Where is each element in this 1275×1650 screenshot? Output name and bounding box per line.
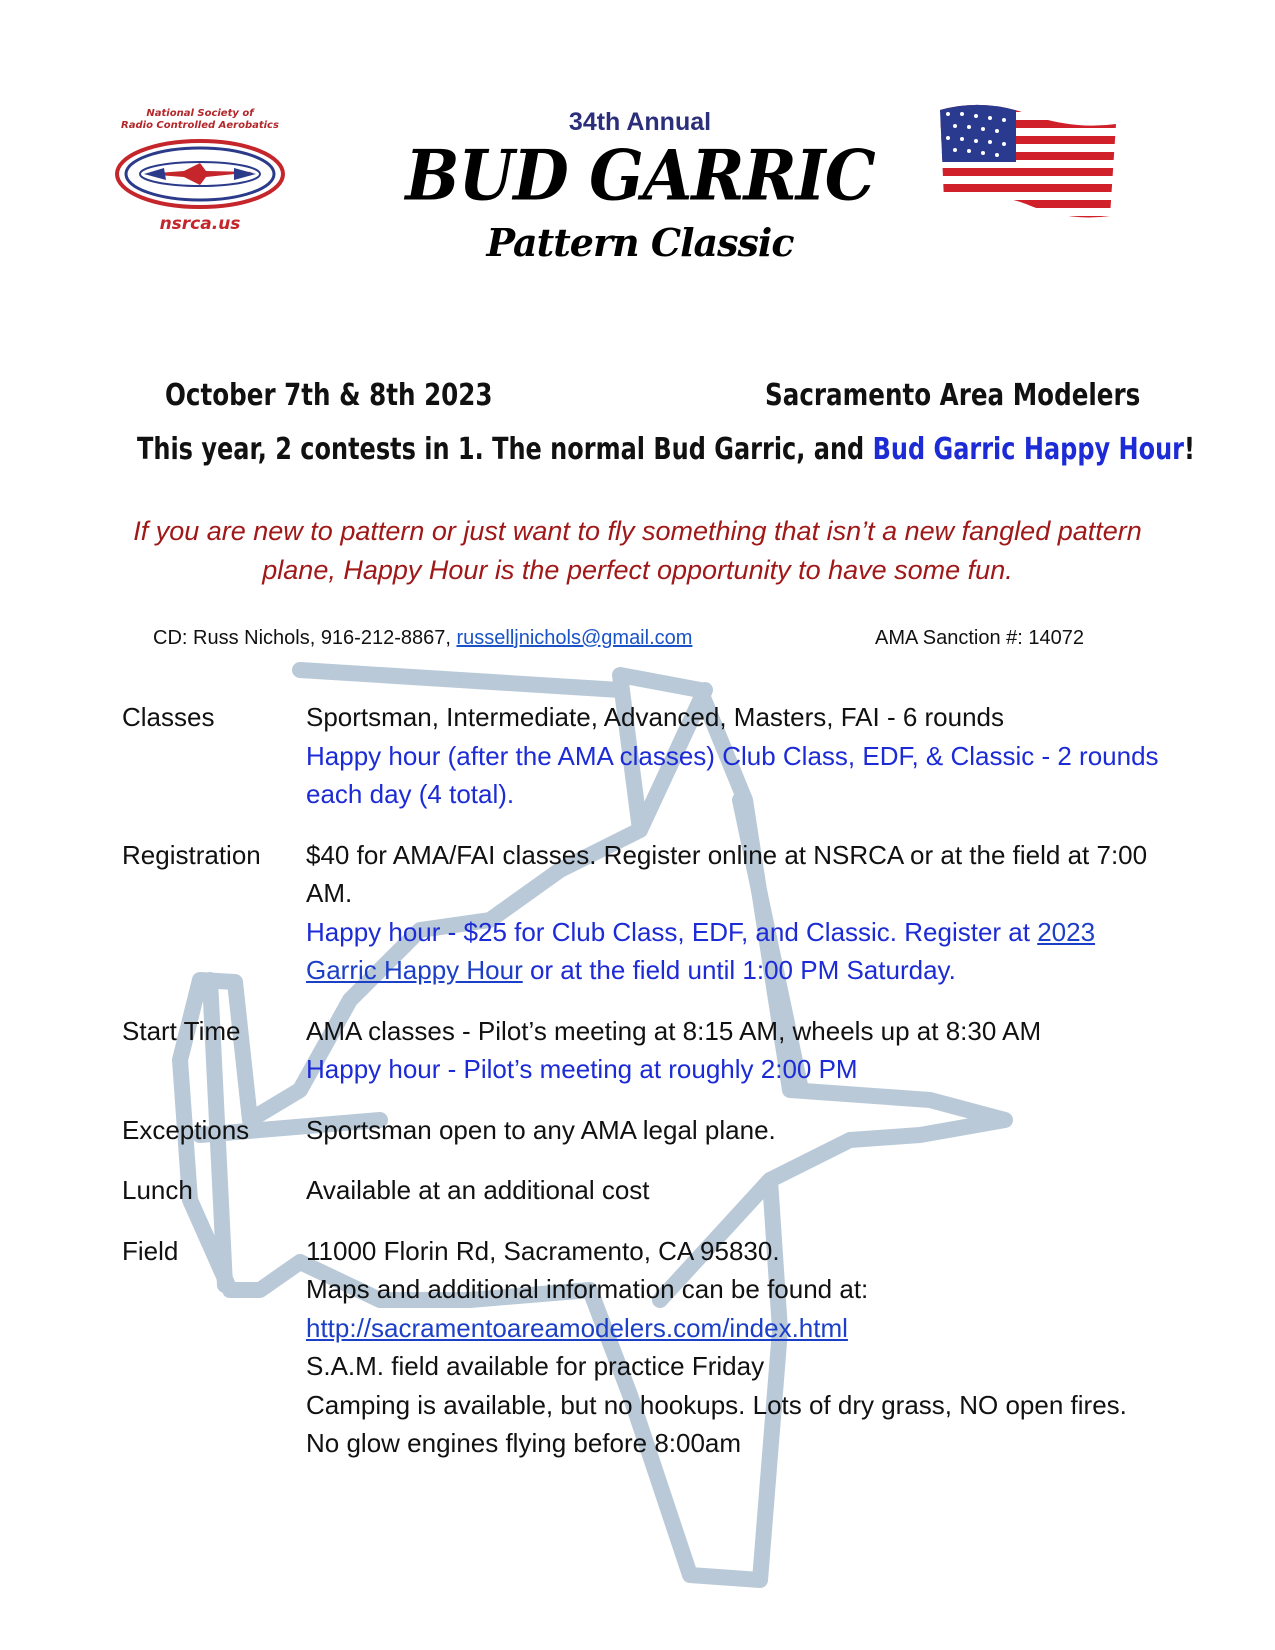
classes-label: Classes [122, 702, 215, 732]
event-title-block [380, 108, 900, 265]
field-practice: S.A.M. field available for practice Friday [306, 1351, 765, 1381]
field-camping: Camping is available, but no hookups. Lots of dry grass, NO open fires. [306, 1389, 1127, 1420]
field-address: 11000 Florin Rd, Sacramento, CA 95830. [306, 1235, 780, 1266]
cd-email-link[interactable]: russelljnichols@gmail.com [456, 627, 693, 649]
nsrca-logo [105, 108, 295, 234]
event-dates: October 7th & 8th 2023 [165, 378, 493, 413]
contests-announcement [137, 432, 1195, 467]
logo-org-name-line1: National Society of [146, 108, 254, 119]
registration-happy-hour [306, 913, 1172, 990]
exceptions-label: Exceptions [122, 1114, 250, 1145]
intro-text: If you are new to pattern or just want to fly something that isn’t a new fangled pattern plane, Happy Hour is the perfect opportunity to have some fun. [133, 516, 1142, 585]
registration-hh-suffix: or at the field until 1:00 PM Saturday. [522, 955, 956, 985]
registration-hh-prefix: Happy hour - $25 for Club Class, EDF, and Classic. Register at [306, 916, 1038, 947]
field-maps-info: Maps and additional information can be found at: [306, 1274, 869, 1304]
american-flag-icon [938, 104, 1118, 222]
field-glow-rule: No glow engines flying before 8:00am [306, 1428, 742, 1458]
start-time-happy-hour: Happy hour - Pilot’s meeting at roughly 2:00 PM [306, 1054, 858, 1084]
contest-director [153, 627, 692, 650]
annual-edition: 34th Annual [568, 108, 712, 136]
field-label: Field [122, 1235, 179, 1266]
contests-prefix: This year, 2 contests in 1. The normal Bud Garric, and [137, 432, 873, 467]
lunch-row [122, 1171, 1172, 1210]
event-host: Sacramento Area Modelers [765, 378, 1141, 413]
field-website-link[interactable]: http://sacramentoareamodelers.com/index.html [306, 1312, 848, 1343]
event-subtitle: Pattern Classic [486, 220, 794, 265]
start-time-ama: AMA classes - Pilot’s meeting at 8:15 AM, wheels up at 8:30 AM [306, 1015, 1042, 1046]
classes-value [306, 698, 1172, 814]
nsrca-emblem-icon [114, 138, 286, 210]
classes-row [122, 698, 1172, 814]
event-title: BUD GARRIC [405, 136, 875, 217]
classes-ama: Sportsman, Intermediate, Advanced, Masters, FAI - 6 rounds [306, 702, 1005, 732]
event-details [122, 698, 1172, 1485]
exceptions-value: Sportsman open to any AMA legal plane. [306, 1114, 776, 1145]
registration-ama: $40 for AMA/FAI classes. Register online at NSRCA or at the field at 7:00 AM. [306, 839, 1148, 908]
ama-sanction: AMA Sanction #: 14072 [875, 627, 1085, 649]
cd-info: CD: Russ Nichols, 916-212-8867, [153, 627, 457, 649]
start-time-value [306, 1012, 1172, 1089]
field-value [306, 1232, 1172, 1463]
lunch-value: Available at an additional cost [306, 1175, 650, 1205]
registration-value [306, 836, 1172, 990]
lunch-label: Lunch [122, 1175, 193, 1205]
registration-label: Registration [122, 839, 261, 870]
exceptions-row [122, 1111, 1172, 1150]
start-time-label: Start Time [122, 1015, 241, 1046]
registration-row [122, 836, 1172, 990]
field-row [122, 1232, 1172, 1463]
happy-hour-registration-link[interactable]: 2023 Garric Happy Hour [306, 916, 1096, 985]
logo-org-name-line2: Radio Controlled Aerobatics [121, 120, 279, 131]
classes-happy-hour: Happy hour (after the AMA classes) Club Class, EDF, & Classic - 2 rounds each day (4 total). [306, 740, 1159, 809]
happy-hour-highlight: Bud Garric Happy Hour [872, 432, 1185, 467]
logo-url: nsrca.us [159, 214, 241, 234]
contests-suffix: ! [1184, 432, 1195, 467]
start-time-row [122, 1012, 1172, 1089]
